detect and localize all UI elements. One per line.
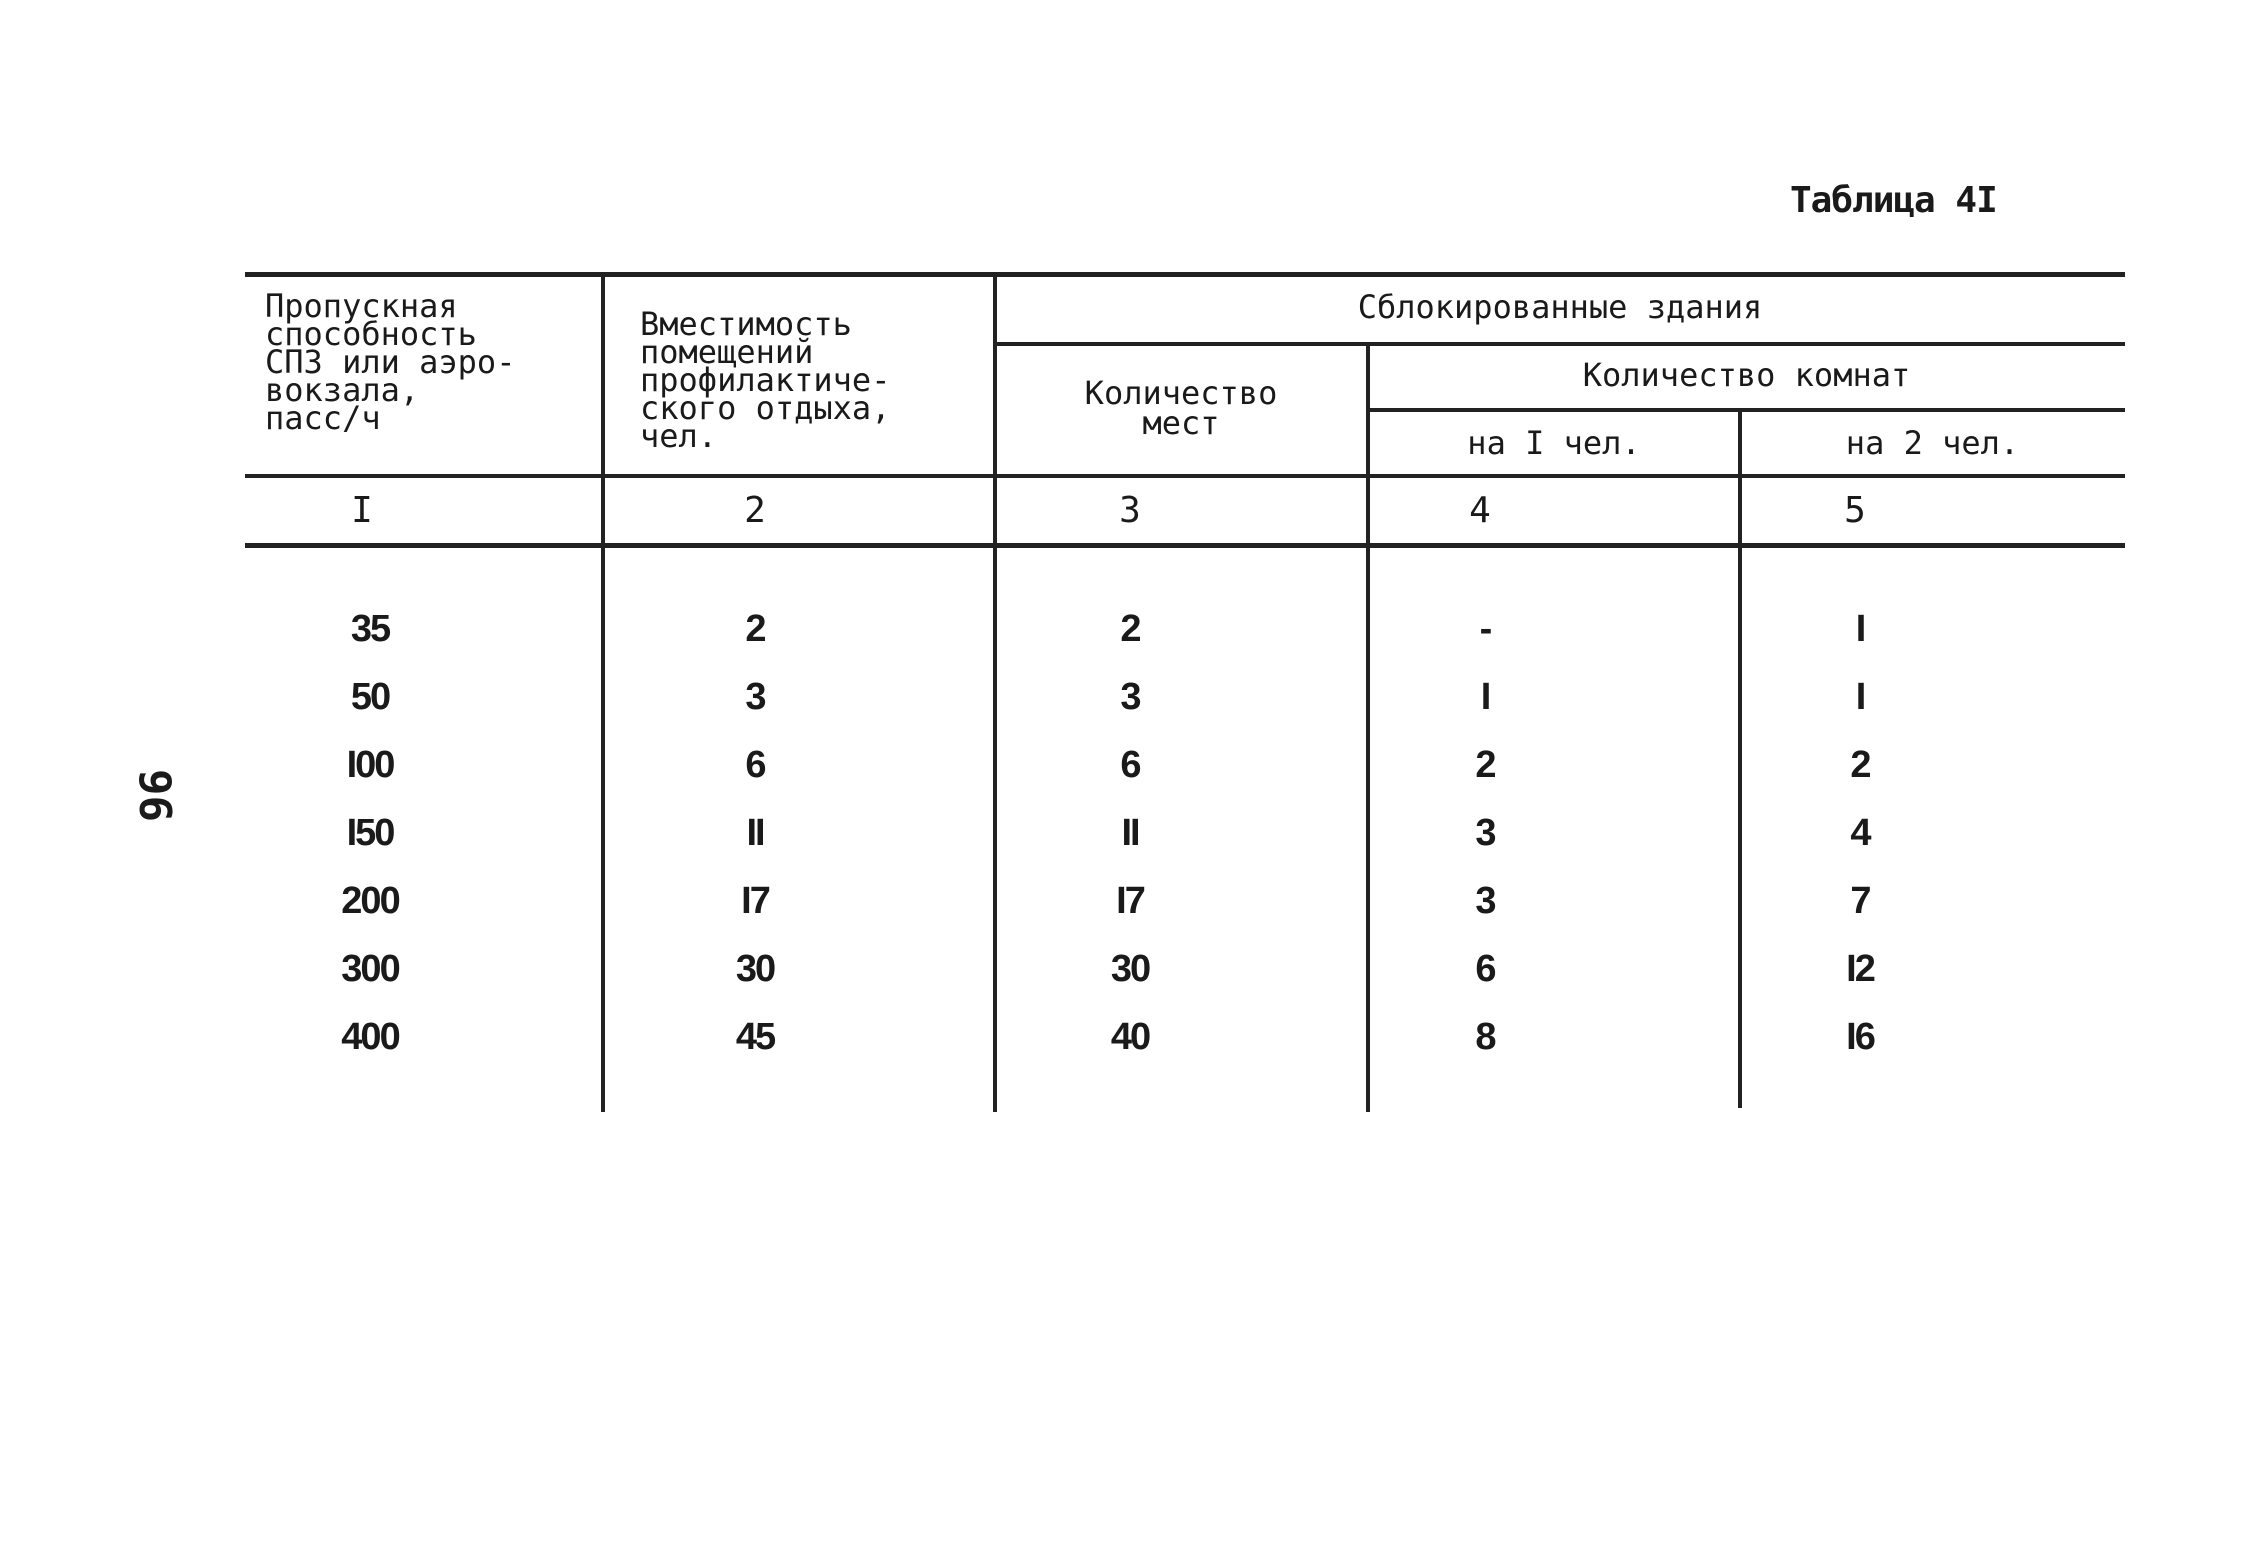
table-cell: I50 <box>346 812 394 854</box>
table-cell: 35 <box>350 608 390 650</box>
table-cell: 4 <box>1850 812 1870 854</box>
table-cell: 400 <box>341 1016 399 1058</box>
header-rooms: Количество комнат <box>1582 356 1911 394</box>
table-cell: I2 <box>1846 948 1874 990</box>
table-cell: - <box>1479 608 1491 650</box>
header-rooms-double: на 2 чел. <box>1845 424 2020 462</box>
rule-top <box>245 272 2125 277</box>
table-cell: 40 <box>1110 1016 1150 1058</box>
header-seats: Количество мест <box>1084 374 1278 442</box>
rule-colnums <box>245 543 2125 548</box>
table-caption: Таблица 4I <box>1790 180 1997 221</box>
table-cell: 2 <box>1120 608 1140 650</box>
table-cell: I7 <box>741 880 769 922</box>
table-cell: I <box>1855 608 1865 650</box>
table-cell: II <box>1121 812 1139 854</box>
table-cell: 3 <box>1475 812 1495 854</box>
table-cell: 8 <box>1475 1016 1495 1058</box>
table-cell: I7 <box>1116 880 1144 922</box>
rule-subgroup <box>1368 408 2125 412</box>
table-cell: 30 <box>735 948 775 990</box>
table-cell: 3 <box>1120 676 1140 718</box>
table-cell: 45 <box>735 1016 775 1058</box>
vline-1 <box>601 272 605 1112</box>
column-number-1: I <box>351 490 373 531</box>
rule-header <box>245 474 2125 478</box>
table-cell: I00 <box>346 744 394 786</box>
page-number: 96 <box>128 769 180 822</box>
table-cell: 300 <box>341 948 399 990</box>
table-cell: 30 <box>1110 948 1150 990</box>
table-cell: I <box>1855 676 1865 718</box>
table-cell: I6 <box>1846 1016 1874 1058</box>
column-number-3: 3 <box>1119 490 1141 531</box>
table-cell: 6 <box>1120 744 1140 786</box>
table-cell: 6 <box>1475 948 1495 990</box>
column-number-5: 5 <box>1844 490 1866 531</box>
header-rooms-single: на I чел. <box>1467 424 1641 462</box>
vline-4 <box>1738 408 1742 1108</box>
table-cell: 50 <box>350 676 390 718</box>
column-number-2: 2 <box>744 490 766 531</box>
header-capacity: Вместимость помещений профилактиче- ского отдыха, чел. <box>640 305 891 455</box>
table-cell: 200 <box>341 880 399 922</box>
table-cell: I <box>1480 676 1490 718</box>
rule-group <box>995 342 2125 346</box>
table-cell: 2 <box>745 608 765 650</box>
header-group: Сблокированные здания <box>1357 288 1763 326</box>
table-cell: 2 <box>1850 744 1870 786</box>
table-cell: 7 <box>1850 880 1870 922</box>
table-cell: II <box>746 812 764 854</box>
column-number-4: 4 <box>1469 490 1491 531</box>
header-throughput: Пропускная способность СПЗ или аэро- вокзала, пасс/ч <box>265 287 516 437</box>
table-cell: 6 <box>745 744 765 786</box>
table-cell: 3 <box>1475 880 1495 922</box>
table-cell: 3 <box>745 676 765 718</box>
table-cell: 2 <box>1475 744 1495 786</box>
